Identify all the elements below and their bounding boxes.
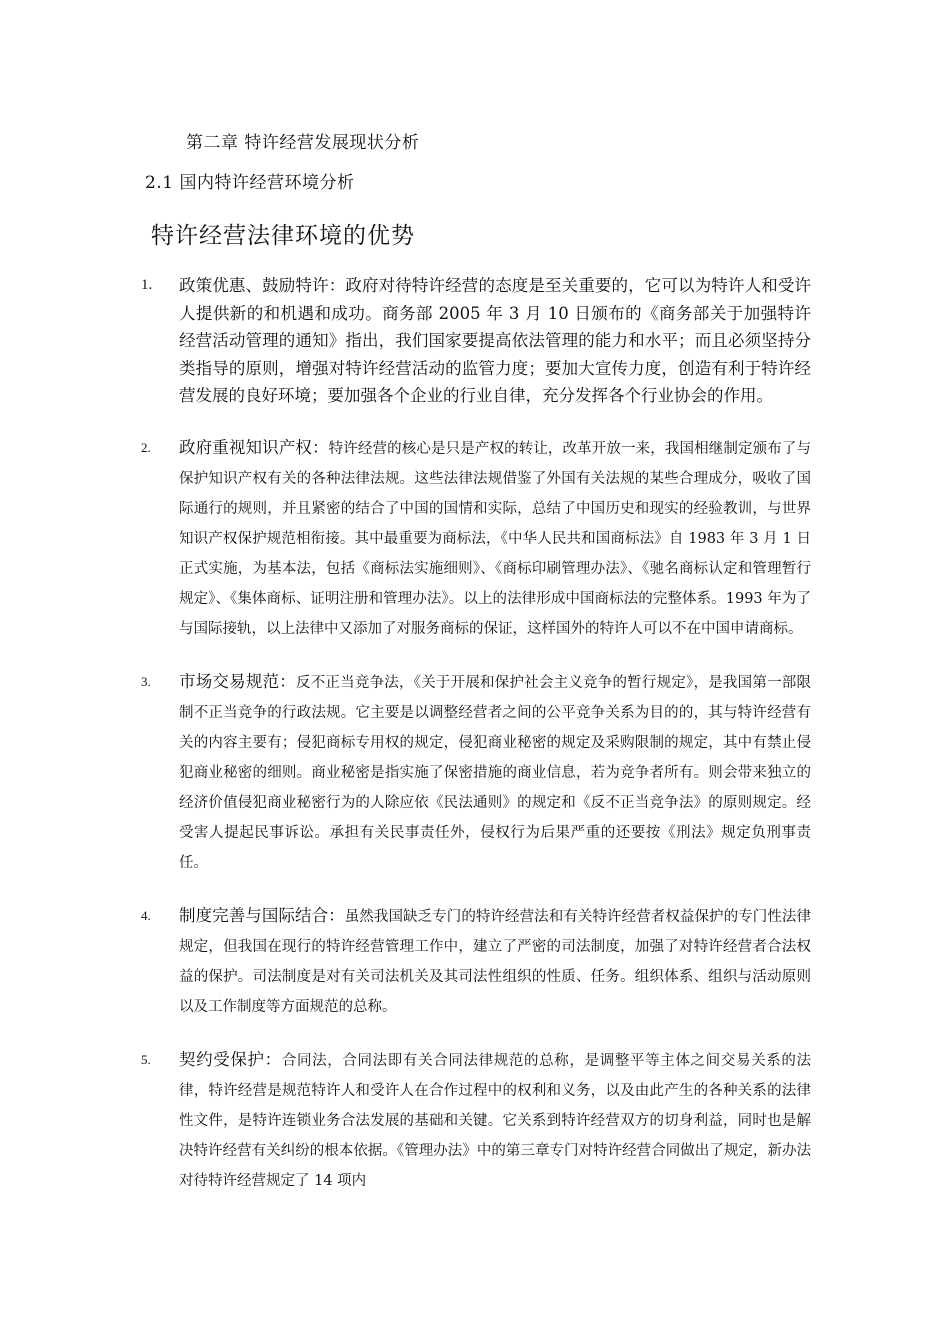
item-text: 虽然我国缺乏专门的特许经营法和有关特许经营者权益保护的专门性法律规定，但我国在现行的特许经营管理工作中，建立了严密的司法制度，加强了对特许经营者合法权益的保护。司法制度是对有关司法机关及其司法性组织的性质、任务。组织体系、组织与活动原则以及工作制度等方面规范的总称。 bbox=[179, 908, 811, 1015]
item-number: 3. bbox=[141, 673, 151, 689]
item-lead: 制度完善与国际结合： bbox=[179, 905, 345, 925]
item-number: 1. bbox=[141, 277, 153, 293]
item-lead: 市场交易规范： bbox=[179, 671, 296, 691]
chapter-title: 第二章 特许经营发展现状分析 bbox=[186, 133, 420, 153]
list-item bbox=[141, 1045, 811, 1196]
item-text: 反不正当竞争法，《关于开展和保护社会主义竞争的暂行规定》，是我国第一部限制不正当竞争的行政法规。它主要是以调整经营者之间的公平竞争关系为目的的，其与特许经营有关的内容主要有；侵犯商标专用权的规定，侵犯商业秘密的规定及采购限制的规定，其中有禁止侵犯商业秘密的细则。商业秘密是指实施了保密措施的商业信息，若为竞争者所有。则会带来独立的经济价值侵犯商业秘密行为的人除应依《民法通则》的规定和《反不正当竞争法》的原则规定。经受害人提起民事诉讼。承担有关民事责任外，侵权行为后果严重的还要按《刑法》规定负刑事责任。 bbox=[179, 674, 811, 871]
advantages-list bbox=[141, 272, 811, 1219]
section-heading: 特许经营法律环境的优势 bbox=[151, 223, 415, 249]
list-item bbox=[141, 433, 811, 644]
list-item bbox=[141, 272, 811, 410]
item-text: 特许经营的核心是只是产权的转让，改革开放一来，我国相继制定颁布了与保护知识产权有关的各种法律法规。这些法律法规借鉴了外国有关法规的某些合理成分，吸收了国际通行的规则，并且紧密的结合了中国的国情和实际，总结了中国历史和现实的经验教训，与世界知识产权保护规范相衔接。其中最重要为商标法，《中华人民共和国商标法》自 1983 年 3 月 1 日正式实施，为基本法，包括《商标法实施细则》、《商标印刷管理办法》、《驰名商标认定和管理暂行规定》、《集体商标、证明注册和管理办法》。以上的法律形成中国商标法的完整体系。1993 年为了与国际接轨，以上法律中又添加了对服务商标的保证，这样国外的特许人可以不在中国申请商标。 bbox=[179, 440, 812, 637]
item-lead: 政府重视知识产权： bbox=[179, 437, 329, 457]
item-lead: 政策优惠、鼓励特许： bbox=[179, 276, 346, 295]
item-text: 政府对待特许经营的态度是至关重要的，它可以为特许人和受许人提供新的和机遇和成功。商务部 2005 年 3 月 10 日颁布的《商务部关于加强特许经营活动管理的通知》指出，我们国家要提高依法管理的能力和水平；而且必须坚持分类指导的原则，增强对特许经营活动的监管力度；要加大宣传力度，创造有利于特许经营发展的良好环境；要加强各个企业的行业自律，充分发挥各个行业协会的作用。 bbox=[179, 276, 812, 405]
item-number: 4. bbox=[141, 907, 151, 923]
section-title: 2.1 国内特许经营环境分析 bbox=[145, 173, 355, 193]
item-text: 合同法，合同法即有关合同法律规范的总称，是调整平等主体之间交易关系的法律，特许经营是规范特许人和受许人在合作过程中的权利和义务，以及由此产生的各种关系的法律性文件，是特许连锁业务合法发展的基础和关键。它关系到特许经营双方的切身利益，同时也是解决特许经营有关纠纷的根本依据。《管理办法》中的第三章专门对特许经营合同做出了规定，新办法对待特许经营规定了 14 项内 bbox=[179, 1052, 811, 1189]
item-number: 5. bbox=[141, 1051, 151, 1067]
item-lead: 契约受保护： bbox=[179, 1049, 282, 1069]
list-item bbox=[141, 667, 811, 878]
list-item bbox=[141, 901, 811, 1022]
item-number: 2. bbox=[141, 439, 151, 455]
